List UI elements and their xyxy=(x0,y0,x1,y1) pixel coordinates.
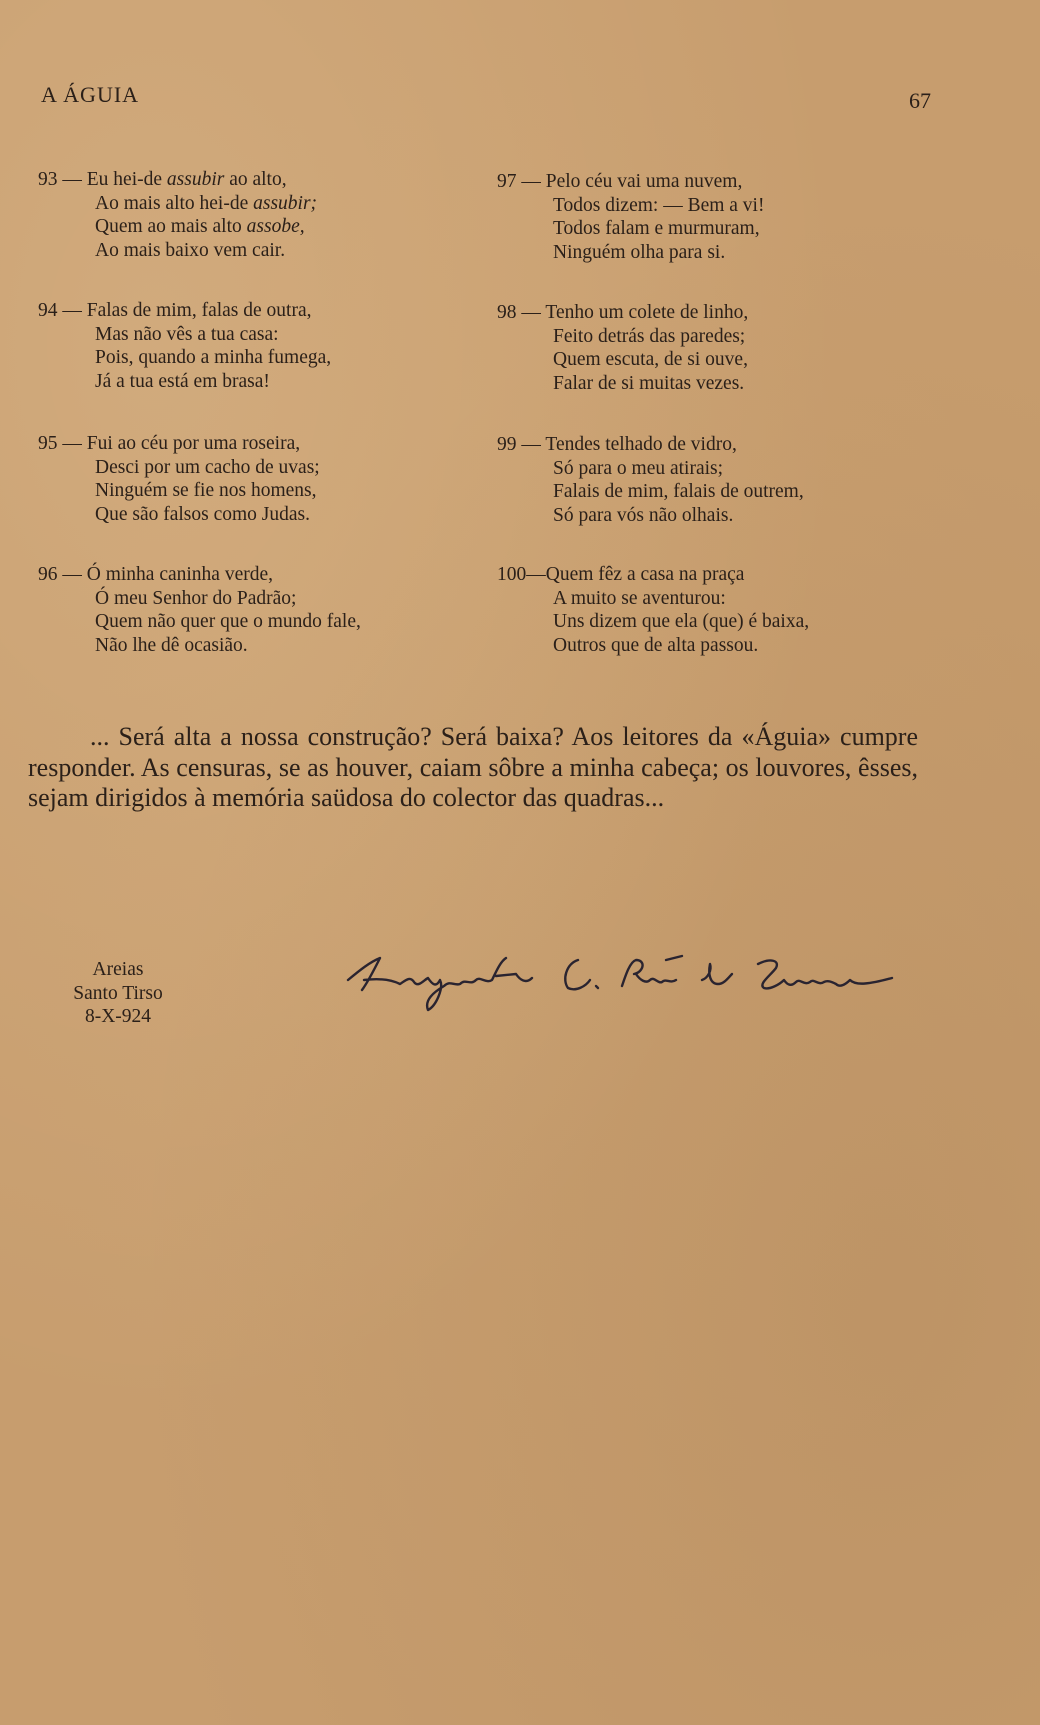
dash: — xyxy=(62,564,82,585)
verse-line: Eu hei-de xyxy=(86,169,163,190)
page-number: 67 xyxy=(909,88,931,113)
quatrain-97 xyxy=(497,170,917,264)
dash: — xyxy=(526,564,546,585)
verse-line: Só para vós não olhais. xyxy=(553,504,734,526)
verse-line: Ó meu Senhor do Padrão; xyxy=(95,587,297,609)
verse-line: Desci por um cacho de uvas; xyxy=(95,456,320,478)
verse-line: Falar de si muitas vezes. xyxy=(553,372,745,394)
verse-line: Falais de mim, falais de outrem, xyxy=(553,481,804,502)
date: 8-X-924 xyxy=(84,1006,152,1027)
quatrain-98 xyxy=(497,301,917,395)
verse-line: Ao mais alto hei-de xyxy=(95,192,249,214)
verse-line: Ninguém olha para si. xyxy=(553,241,726,263)
place-name: Areias xyxy=(92,959,144,980)
paragraph-text: ... Será alta a nossa construção? Será baixa? Aos leitores da «Águia» cumpre responder. As censuras, se as houver, caiam sôbre a minha cabeça; os louvores, êsses, sejam dirigidos à memória saüdosa do colector das quadras... xyxy=(28,722,918,812)
quatrain-100 xyxy=(497,563,917,657)
quatrain-number: 93 xyxy=(38,169,58,190)
verse-line: Já a tua está em brasa! xyxy=(95,370,270,392)
verse-line: Quem ao mais alto xyxy=(95,216,242,237)
closing-paragraph xyxy=(28,722,918,814)
verse-line: Ninguém se fie nos homens, xyxy=(95,480,317,501)
verse-italic: assubir xyxy=(166,169,225,190)
quatrain-number: 94 xyxy=(38,300,58,321)
quatrain-number: 96 xyxy=(38,564,58,585)
handwritten-signature xyxy=(340,940,900,1020)
dash: — xyxy=(62,169,82,190)
dash: — xyxy=(521,171,541,192)
town-name: Santo Tirso xyxy=(73,982,163,1004)
quatrain-number: 100 xyxy=(497,564,527,585)
quatrain-99 xyxy=(497,433,917,527)
verse-line: Todos falam e murmuram, xyxy=(553,218,760,239)
verse-line: Ó minha caninha verde, xyxy=(86,564,274,585)
verse-line: Que são falsos como Judas. xyxy=(95,503,311,525)
dash: — xyxy=(521,302,541,323)
verse-line: Não lhe dê ocasião. xyxy=(95,634,248,656)
place-date xyxy=(58,958,178,1029)
quatrain-number: 98 xyxy=(497,302,517,323)
quatrain-93 xyxy=(38,168,458,262)
verse-line: Quem escuta, de si ouve, xyxy=(553,349,748,370)
verse-line: Falas de mim, falas de outra, xyxy=(86,300,312,321)
verse-line: Quem não quer que o mundo fale, xyxy=(95,611,361,632)
quatrain-number: 95 xyxy=(38,433,58,454)
verse-italic: assobe, xyxy=(246,216,305,237)
verse-italic: assubir; xyxy=(253,192,318,214)
quatrain-number: 99 xyxy=(497,434,517,455)
verse-line: Ao mais baixo vem cair. xyxy=(95,239,286,261)
running-head: A ÁGUIA xyxy=(41,82,140,107)
verse-line: Só para o meu atirais; xyxy=(553,457,724,479)
quatrain-96 xyxy=(38,563,458,657)
verse-line: Pelo céu vai uma nuvem, xyxy=(545,171,743,192)
verse-line: Todos dizem: — Bem a vi! xyxy=(553,194,765,216)
verse-line: Uns dizem que ela (que) é baixa, xyxy=(553,611,810,632)
verse-line: Fui ao céu por uma roseira, xyxy=(86,433,301,454)
verse-line: ao alto, xyxy=(229,169,287,190)
dash: — xyxy=(62,300,82,321)
verse-line: Outros que de alta passou. xyxy=(553,634,759,656)
verse-line: Mas não vês a tua casa: xyxy=(95,323,279,345)
dash: — xyxy=(62,433,82,454)
quatrain-number: 97 xyxy=(497,171,517,192)
dash: — xyxy=(521,434,541,455)
verse-line: Pois, quando a minha fumega, xyxy=(95,347,332,368)
verse-line: Quem fêz a casa na praça xyxy=(545,564,745,585)
quatrain-94 xyxy=(38,299,458,393)
verse-line: Tendes telhado de vidro, xyxy=(545,434,737,455)
verse-line: Feito detrás das paredes; xyxy=(553,325,746,347)
quatrain-95 xyxy=(38,432,458,526)
verse-line: Tenho um colete de linho, xyxy=(545,302,749,323)
verse-line: A muito se aventurou: xyxy=(553,587,726,609)
